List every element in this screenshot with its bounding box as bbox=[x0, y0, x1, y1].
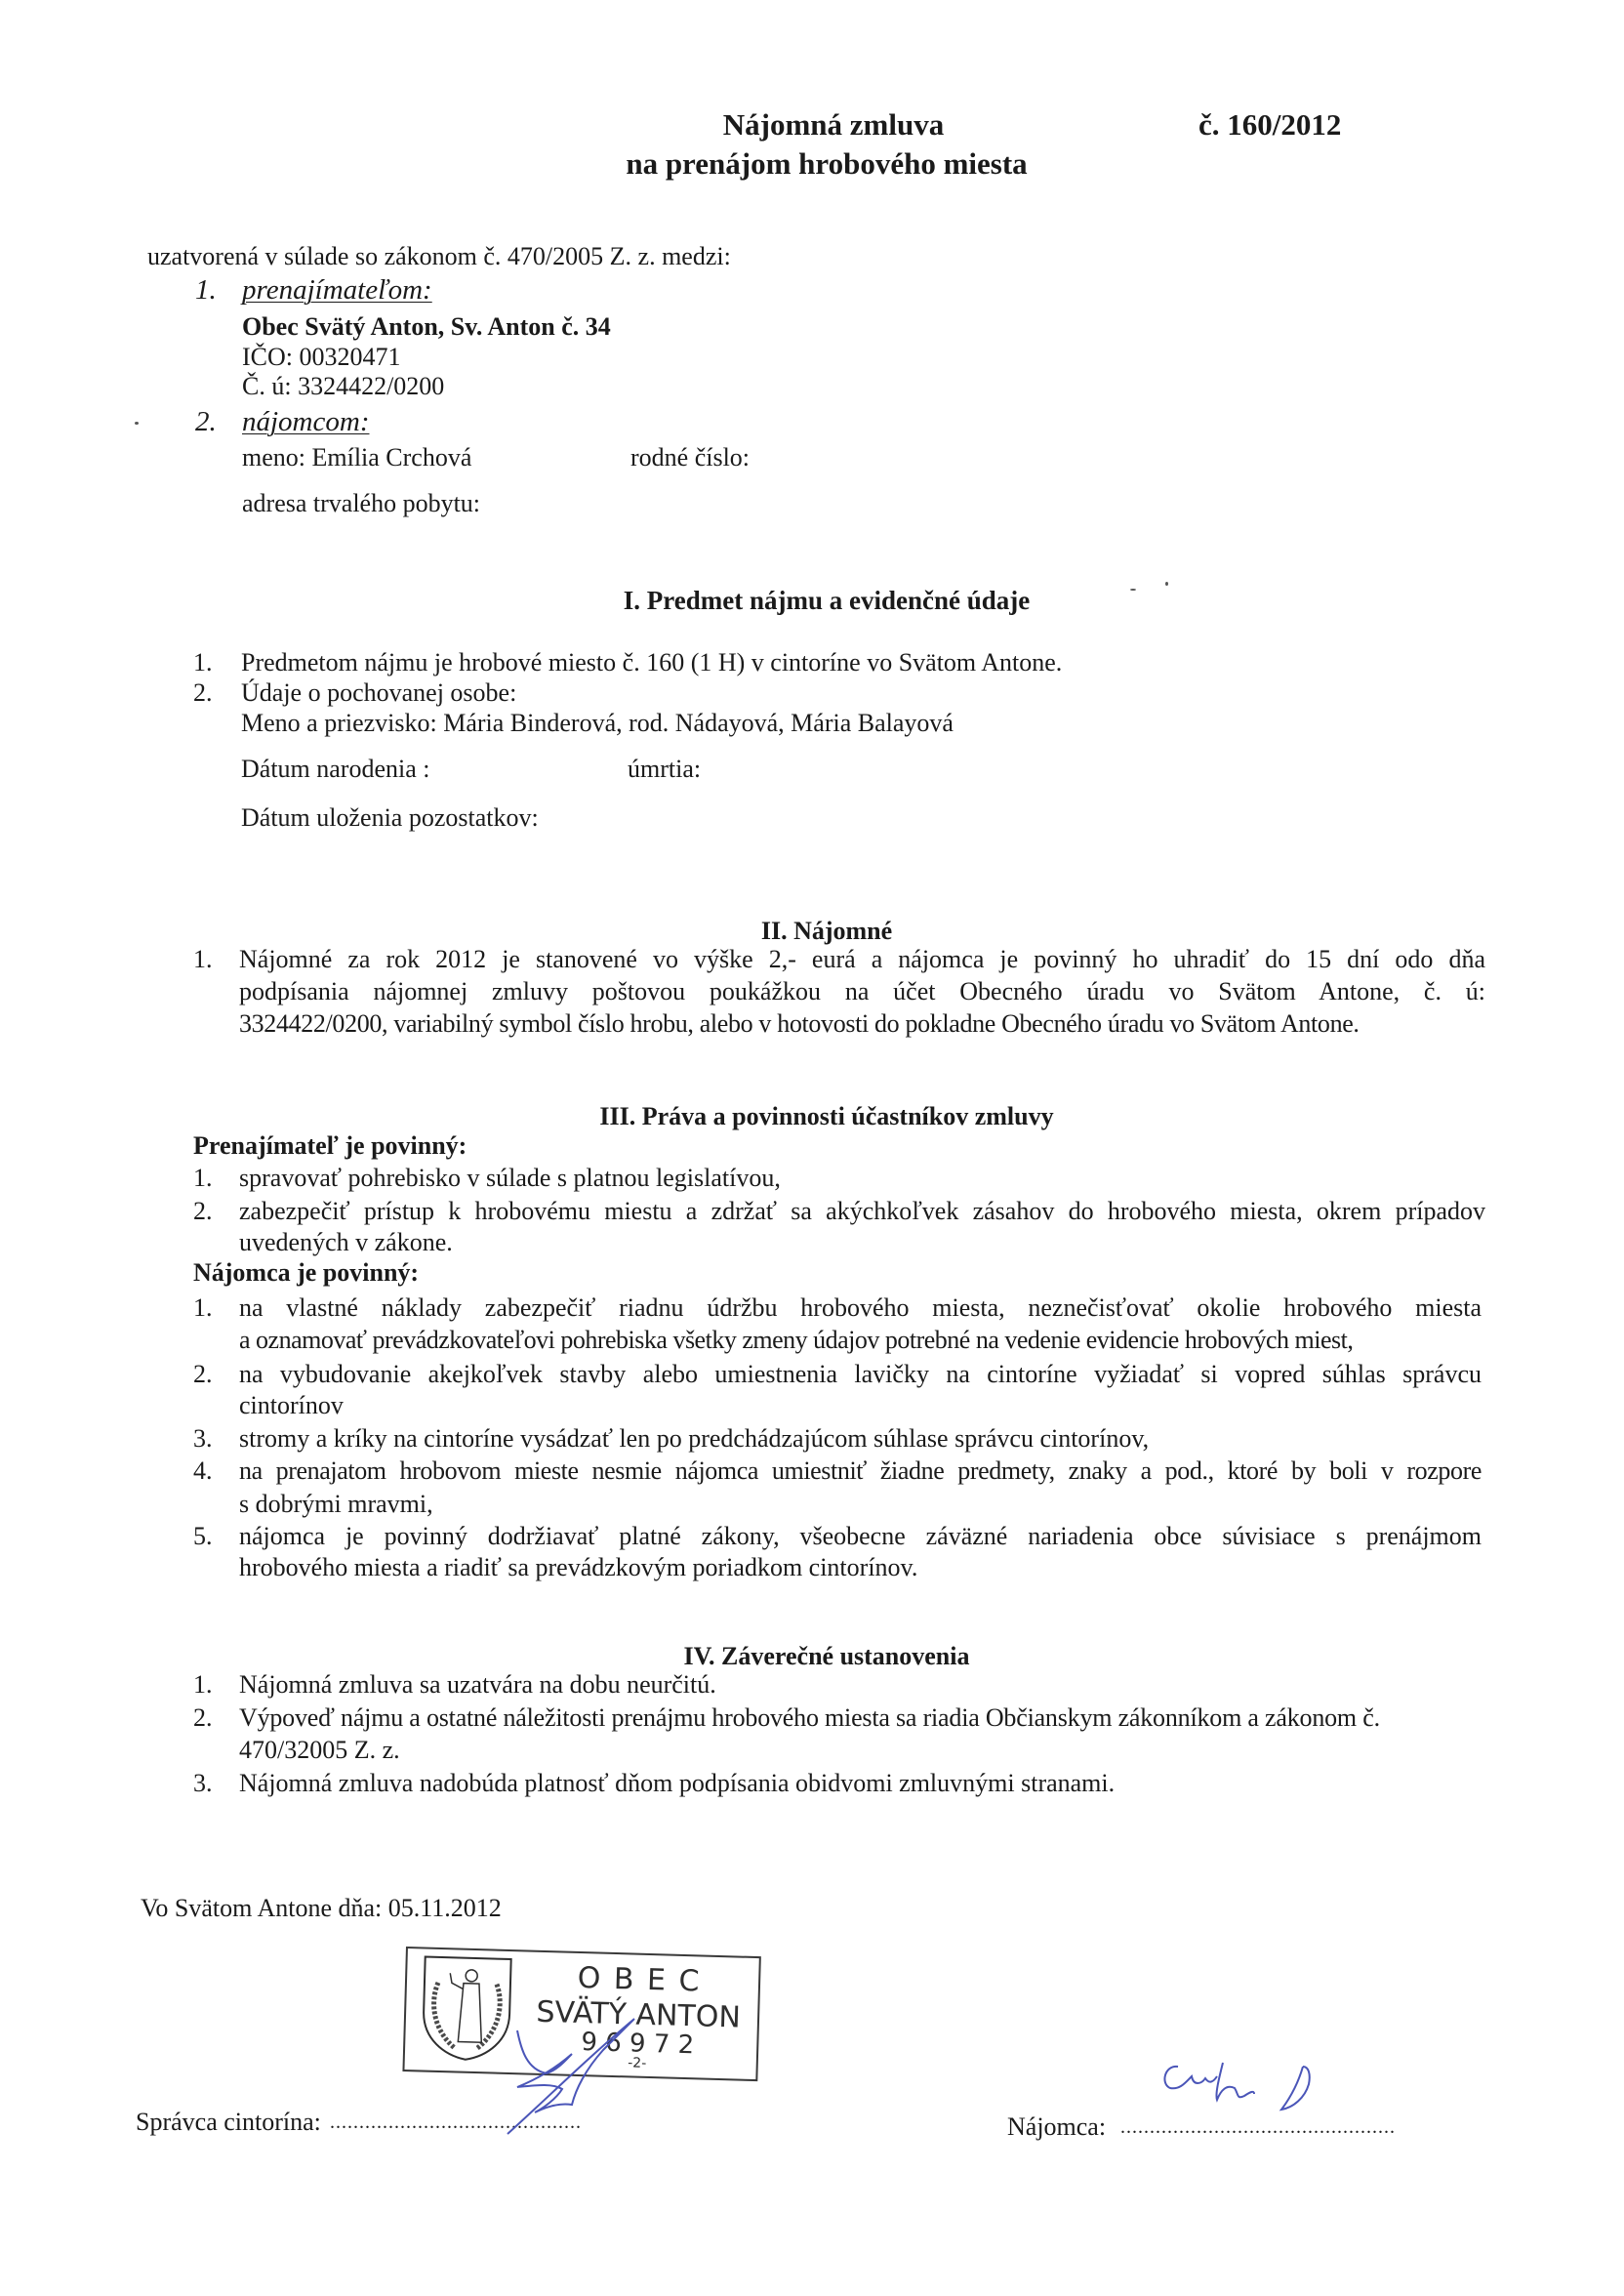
scan-speck bbox=[135, 422, 139, 425]
place-and-date: Vo Svätom Antone dňa: 05.11.2012 bbox=[141, 1894, 502, 1922]
tenant-signature-icon bbox=[1157, 2055, 1352, 2133]
tenant-address-label: adresa trvalého pobytu: bbox=[242, 489, 481, 517]
tenant-duty-number: 2. bbox=[193, 1360, 213, 1388]
tenant-duty-number: 5. bbox=[193, 1522, 213, 1550]
tenant-duty-text: nájomca je povinný dodržiavať platné zákony, všeobecne záväzné nariadenia obce súvisiace s prenájmom bbox=[239, 1522, 1482, 1550]
landlord-duty-text: uvedených v zákone. bbox=[239, 1228, 453, 1256]
tenant-duty-number: 4. bbox=[193, 1456, 213, 1485]
tenant-duty-text: stromy a kríky na cintoríne vysádzať len po predchádzajúcom súhlase správcu cintorínov, bbox=[239, 1424, 1150, 1453]
landlord-duty-text: zabezpečiť prístup k hrobovému miestu a zdržať sa akýchkoľvek zásahov do hrobového miesta, okrem prípadov bbox=[239, 1197, 1485, 1225]
administrator-signature-icon bbox=[488, 2011, 683, 2148]
section-4-item-number: 1. bbox=[193, 1670, 213, 1699]
section-1-item-text: Údaje o pochovanej osobe: bbox=[241, 678, 517, 707]
administrator-signature-line: ........................................... bbox=[330, 2112, 582, 2133]
section-4-item-text: Nájomná zmluva nadobúda platnosť dňom podpísania obidvomi zmluvnými stranami. bbox=[239, 1769, 1116, 1797]
tenant-duty-number: 3. bbox=[193, 1424, 213, 1453]
tenant-duty-text: cintorínov bbox=[239, 1391, 344, 1419]
landlord-duty-text: spravovať pohrebisko v súlade s platnou legislatívou, bbox=[239, 1164, 781, 1192]
tenant-duty-text: s dobrými mravmi, bbox=[239, 1490, 433, 1518]
tenant-duty-text: hrobového miesta a riadiť sa prevádzkovým poriadkom cintorínov. bbox=[239, 1553, 918, 1581]
intro-text: uzatvorená v súlade so zákonom č. 470/2005 Z. z. medzi: bbox=[147, 242, 731, 270]
tenant-duty-text: na vybudovanie akejkoľvek stavby alebo umiestnenia lavičky na cintoríne vyžiadať si vopred súhlas správcu bbox=[239, 1360, 1482, 1388]
section-4-heading: IV. Záverečné ustanovenia bbox=[683, 1642, 970, 1670]
section-4-item-number: 2. bbox=[193, 1703, 213, 1732]
party-label-landlord: prenajímateľom: bbox=[242, 274, 432, 306]
tenant-duty-text: a oznamovať prevádzkovateľovi pohrebiska všetky zmeny údajov potrebné na vedenie evidencie hrobových miest, bbox=[239, 1326, 1354, 1354]
tenant-name: meno: Emília Crchová bbox=[242, 443, 472, 472]
contract-number: č. 160/2012 bbox=[1198, 107, 1342, 142]
landlord-name: Obec Svätý Anton, Sv. Anton č. 34 bbox=[242, 312, 611, 341]
tenant-duty-text: na prenajatom hrobovom mieste nesmie nájomca umiestniť žiadne predmety, znaky a pod., ktoré by boli v rozpore bbox=[239, 1456, 1482, 1485]
burial-date-label: Dátum uloženia pozostatkov: bbox=[241, 803, 539, 832]
section-2-line: podpísania nájomnej zmluvy poštovou poukážkou na účet Obecného úradu vo Svätom Antone, č. ú: bbox=[239, 977, 1485, 1005]
section-3-heading: III. Práva a povinnosti účastníkov zmluvy bbox=[599, 1102, 1054, 1130]
section-1-heading: I. Predmet nájmu a evidenčné údaje bbox=[623, 586, 1031, 615]
tenant-duties-heading: Nájomca je povinný: bbox=[193, 1258, 420, 1287]
section-4-item-number: 3. bbox=[193, 1769, 213, 1797]
birth-date-label: Dátum narodenia : bbox=[241, 755, 430, 783]
section-4-item-text: Nájomná zmluva sa uzatvára na dobu neurčitú. bbox=[239, 1670, 716, 1699]
scan-speck bbox=[1130, 589, 1136, 591]
section-1-item-text: Predmetom nájmu je hrobové miesto č. 160 (1 H) v cintoríne vo Svätom Antone. bbox=[241, 648, 1063, 676]
tenant-signature-label: Nájomca: bbox=[1007, 2112, 1107, 2141]
stamp-text-line4: -2- bbox=[628, 2055, 647, 2071]
section-4-item-text: Výpoveď nájmu a ostatné náležitosti prenájmu hrobového miesta sa riadia Občianskym zákonníkom a zákonom č. bbox=[239, 1703, 1380, 1732]
section-2-line: Nájomné za rok 2012 je stanovené vo výške 2,- eurá a nájomca je povinný ho uhradiť do 15 dní odo dňa bbox=[239, 945, 1485, 973]
section-1-item-number: 2. bbox=[193, 678, 213, 707]
scan-speck bbox=[1165, 582, 1168, 586]
section-1-item-number: 1. bbox=[193, 648, 213, 676]
document-subtitle: na prenájom hrobového miesta bbox=[626, 146, 1028, 181]
landlord-account: Č. ú: 3324422/0200 bbox=[242, 372, 445, 400]
tenant-duty-text: na vlastné náklady zabezpečiť riadnu údržbu hrobového miesta, neznečisťovať okolie hrobového miesta bbox=[239, 1293, 1482, 1322]
party-label-tenant: nájomcom: bbox=[242, 406, 370, 437]
party-number-landlord: 1. bbox=[195, 274, 217, 306]
section-2-heading: II. Nájomné bbox=[760, 917, 893, 945]
party-number-tenant: 2. bbox=[195, 406, 217, 437]
stamp-text-line3: 9 6 9 7 2 bbox=[581, 2028, 695, 2061]
stamp-text-line2: SVÄTÝ ANTON bbox=[535, 1994, 742, 2035]
administrator-label: Správca cintorína: bbox=[136, 2108, 321, 2136]
section-4-item-text: 470/32005 Z. z. bbox=[239, 1736, 400, 1764]
landlord-duties-heading: Prenajímateľ je povinný: bbox=[193, 1131, 467, 1160]
section-2-item-number: 1. bbox=[193, 945, 213, 973]
landlord-duty-number: 1. bbox=[193, 1164, 213, 1192]
tenant-signature-line: ............................................... bbox=[1120, 2116, 1396, 2138]
section-2-line: 3324422/0200, variabilný symbol číslo hrobu, alebo v hotovosti do pokladne Obecného úradu vo Svätom Antone. bbox=[239, 1009, 1360, 1038]
death-date-label: úmrtia: bbox=[628, 755, 702, 783]
deceased-name: Meno a priezvisko: Mária Binderová, rod. Nádayová, Mária Balayová bbox=[241, 709, 954, 737]
landlord-ico: IČO: 00320471 bbox=[242, 343, 401, 371]
stamp-text-line1: O B E C bbox=[577, 1960, 702, 1999]
tenant-birth-number-label: rodné číslo: bbox=[630, 443, 751, 472]
document-title: Nájomná zmluva bbox=[722, 107, 945, 142]
tenant-duty-number: 1. bbox=[193, 1293, 213, 1322]
landlord-duty-number: 2. bbox=[193, 1197, 213, 1225]
